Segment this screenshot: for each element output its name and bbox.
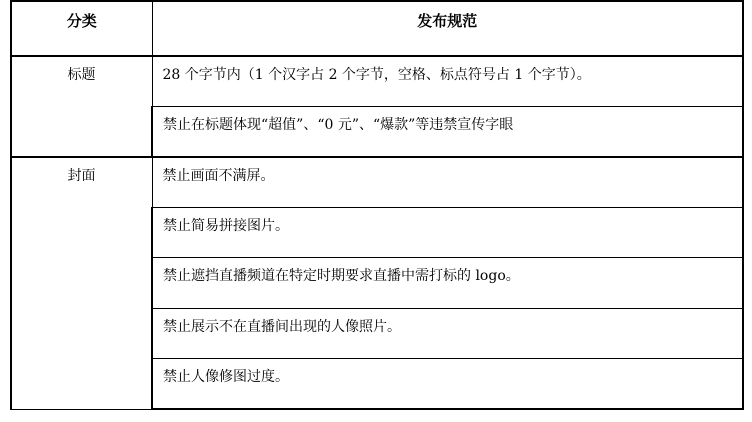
- table-row: [11, 56, 743, 106]
- table-row: [11, 157, 743, 207]
- header-category: 分类: [11, 1, 152, 56]
- header-rules: 发布规范: [152, 1, 743, 56]
- rule-cell: 28 个字节内（1 个汉字占 2 个字节，空格、标点符号占 1 个字节）。: [152, 56, 743, 106]
- rule-cell: 禁止展示不在直播间出现的人像照片。: [152, 308, 743, 358]
- category-cover: 封面: [11, 157, 152, 409]
- table-header-row: [11, 1, 743, 56]
- category-title: 标题: [11, 56, 152, 157]
- rule-cell: 禁止人像修图过度。: [152, 359, 743, 409]
- rule-cell: 禁止画面不满屏。: [152, 157, 743, 207]
- publishing-guidelines-table: [10, 0, 744, 410]
- rule-cell: 禁止遮挡直播频道在特定时期要求直播中需打标的 logo。: [152, 258, 743, 308]
- rule-cell: 禁止简易拼接图片。: [152, 207, 743, 257]
- rule-cell: 禁止在标题体现“超值”、“0 元”、“爆款”等违禁宣传字眼: [152, 107, 743, 157]
